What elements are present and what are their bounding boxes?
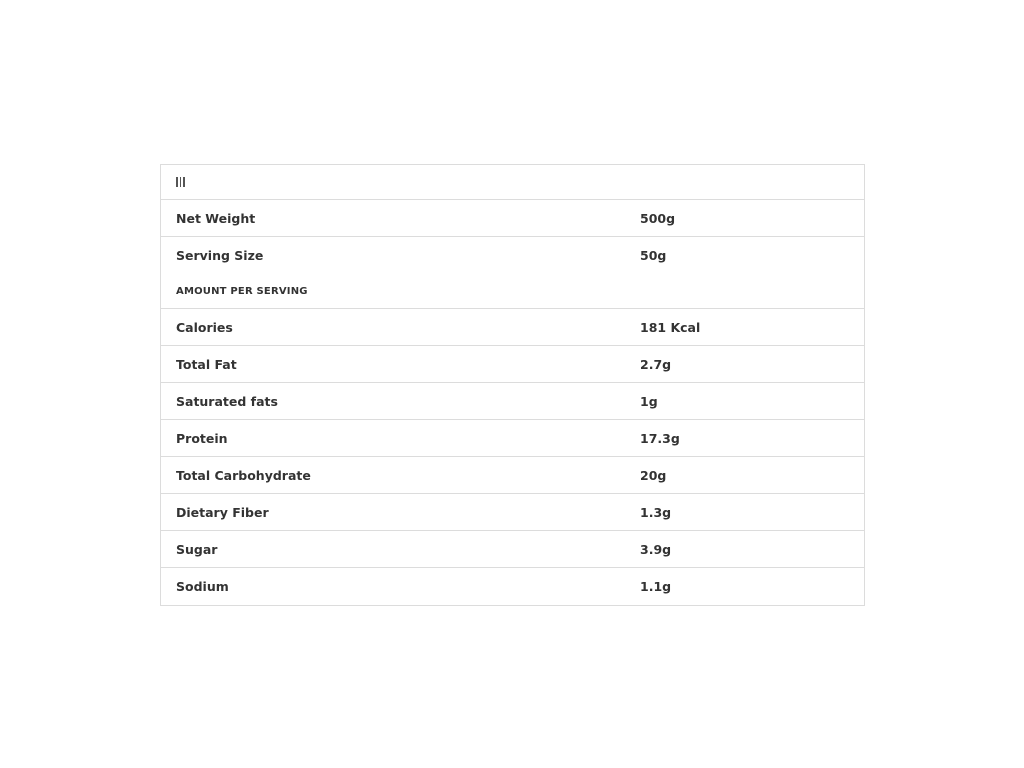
row-label: Total Carbohydrate [176, 467, 311, 483]
row-value: 1g [640, 393, 658, 409]
row-value: 181 Kcal [640, 319, 701, 335]
table-row-sugar [161, 531, 864, 568]
row-value: 1.3g [640, 504, 672, 520]
amount-per-serving-heading: AMOUNT PER SERVING [161, 274, 864, 309]
row-value: 17.3g [640, 430, 680, 446]
row-value: 50g [640, 248, 667, 263]
table-row-saturated-fats [161, 383, 864, 420]
row-label: Total Fat [176, 356, 237, 372]
table-row-net-weight [161, 200, 864, 237]
row-value: 3.9g [640, 541, 672, 557]
table-row-calories [161, 309, 864, 346]
nutrition-facts-table [160, 164, 865, 606]
table-row-serving-size [161, 237, 864, 274]
row-label: Serving Size [176, 248, 264, 263]
row-value: 2.7g [640, 356, 672, 372]
row-label: Net Weight [176, 210, 256, 226]
row-label: Dietary Fiber [176, 504, 269, 520]
table-row-total-carbohydrate [161, 457, 864, 494]
table-row-sodium [161, 568, 864, 605]
row-label: Calories [176, 319, 233, 335]
nutrition-table-header [161, 165, 864, 200]
table-row-dietary-fiber [161, 494, 864, 531]
table-row-total-fat [161, 346, 864, 383]
bars-icon[interactable] [176, 177, 185, 187]
row-value: 500g [640, 210, 676, 226]
row-label: Protein [176, 430, 228, 446]
row-label: Saturated fats [176, 393, 278, 409]
row-value: 20g [640, 467, 667, 483]
table-row-protein [161, 420, 864, 457]
row-value: 1.1g [640, 579, 672, 594]
row-label: Sugar [176, 541, 218, 557]
row-label: Sodium [176, 579, 229, 594]
